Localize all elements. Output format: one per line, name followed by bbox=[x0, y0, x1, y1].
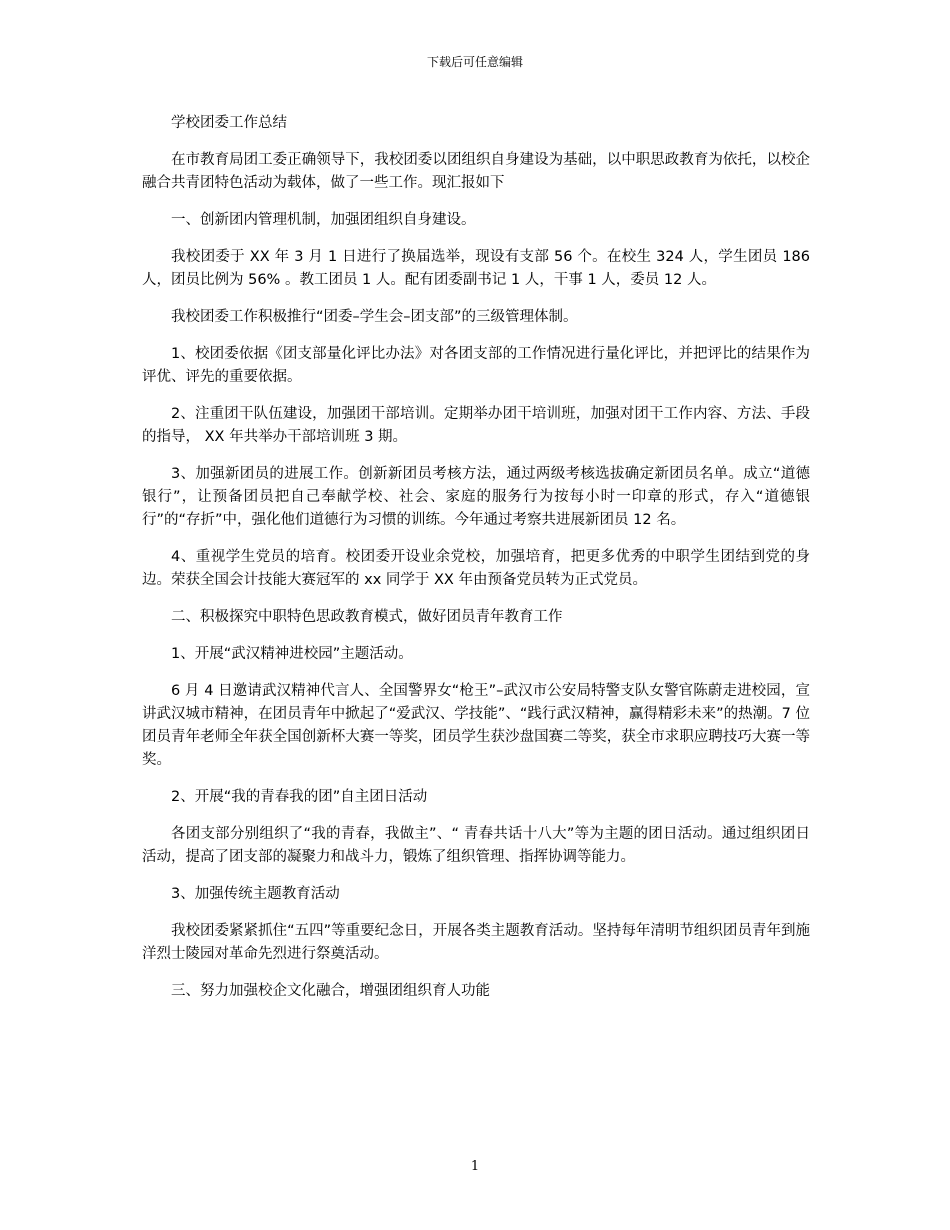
list-item-traditional-education-heading: 3、加强传统主题教育活动 bbox=[171, 886, 340, 902]
page-number: 1 bbox=[470, 1159, 480, 1174]
document-body bbox=[142, 112, 810, 1017]
list-item-youth-day-heading: 2、开展“我的青春我的团”自主团日活动 bbox=[171, 789, 428, 805]
section-heading-2: 二、积极探究中职特色思政教育模式，做好团员青年教育工作 bbox=[171, 609, 563, 625]
paragraph-wuhan-spirit: 6 月 4 日邀请武汉精神代言人、全国警界女“枪王”–武汉市公安局特警支队女警官陈蔚走进校园，宣讲武汉城市精神，在团员青年中掀起了“爱武汉、学技能”、“践行武汉精神，赢得精彩未来”的热潮。7 位团员青年老师全年获全国创新杯大赛一等奖，团员学生获沙盘国赛二等奖，获全市求职应聘技巧大赛一等奖。 bbox=[142, 683, 810, 768]
intro-paragraph: 在市教育局团工委正确领导下，我校团委以团组织自身建设为基础，以中职思政教育为依托，以校企融合共青团特色活动为载体，做了一些工作。现汇报如下 bbox=[142, 152, 810, 191]
document-title: 学校团委工作总结 bbox=[171, 115, 287, 131]
list-item-2-training: 2、注重团干队伍建设，加强团干部培训。定期举办团干培训班，加强对团干工作内容、方法、手段的指导， XX 年共举办干部培训班 3 期。 bbox=[142, 406, 810, 445]
paragraph-election: 我校团委于 XX 年 3 月 1 日进行了换届选举，现设有支部 56 个。在校生 324 人，学生团员 186 人，团员比例为 56% 。教工团员 1 人。配有团委副书记 1 人，干事 1 人，委员 12 人。 bbox=[142, 249, 810, 288]
list-item-1-evaluation: 1、校团委依据《团支部量化评比办法》对各团支部的工作情况进行量化评比，并把评比的结果作为评优、评先的重要依据。 bbox=[142, 346, 810, 385]
paragraph-management-system: 我校团委工作积极推行“团委–学生会–团支部”的三级管理体制。 bbox=[171, 309, 578, 325]
section-heading-3: 三、努力加强校企文化融合，增强团组织育人功能 bbox=[171, 983, 490, 999]
page-header-note: 下载后可任意编辑 bbox=[426, 55, 523, 69]
section-heading-1: 一、创新团内管理机制，加强团组织自身建设。 bbox=[171, 212, 476, 228]
paragraph-traditional-education: 我校团委紧紧抓住“五四”等重要纪念日，开展各类主题教育活动。坚持每年清明节组织团员青年到施洋烈士陵园对革命先烈进行祭奠活动。 bbox=[142, 923, 810, 962]
list-item-4-party-members: 4、重视学生党员的培育。校团委开设业余党校，加强培育，把更多优秀的中职学生团结到党的身边。荣获全国会计技能大赛冠军的 xx 同学于 XX 年由预备党员转为正式党员。 bbox=[142, 549, 810, 588]
list-item-wuhan-spirit-heading: 1、开展“武汉精神进校园”主题活动。 bbox=[171, 646, 413, 662]
paragraph-youth-day: 各团支部分别组织了“我的青春，我做主”、“ 青春共话十八大”等为主题的团日活动。通过组织团日活动，提高了团支部的凝聚力和战斗力，锻炼了组织管理、指挥协调等能力。 bbox=[142, 826, 810, 865]
list-item-3-new-members: 3、加强新团员的进展工作。创新新团员考核方法，通过两级考核选拔确定新团员名单。成立“道德银行”，让预备团员把自己奉献学校、社会、家庭的服务行为按每小时一印章的形式，存入“道德银行”的“存折”中，强化他们道德行为习惯的训练。今年通过考察共进展新团员 12 名。 bbox=[142, 466, 810, 528]
